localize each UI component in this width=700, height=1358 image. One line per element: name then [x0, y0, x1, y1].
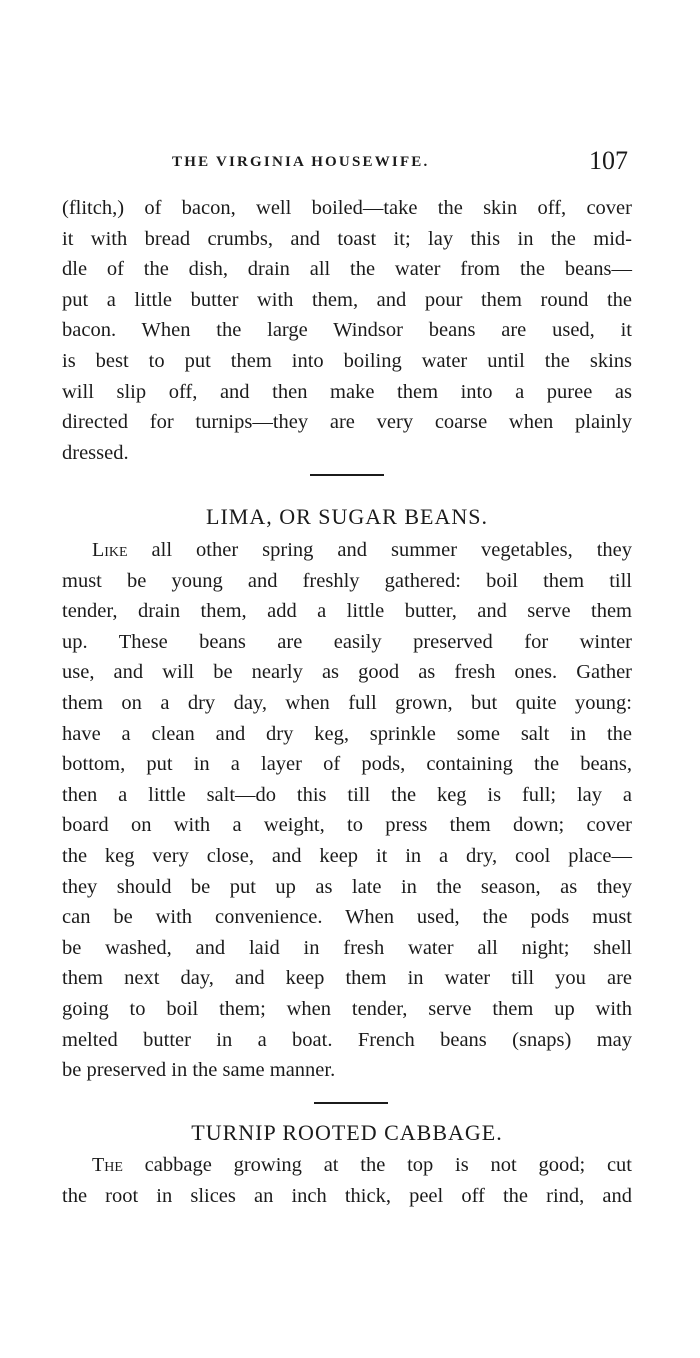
- text-line: them next day, and keep them in water till you are: [62, 967, 632, 990]
- text-line: can be with convenience. When used, the pods must: [62, 906, 632, 929]
- text-line: tender, drain them, add a little butter, and serve them: [62, 600, 632, 623]
- section-heading-turnip-cabbage: TURNIP ROOTED CABBAGE.: [191, 1120, 503, 1145]
- text-line: is best to put them into boiling water until the skins: [62, 349, 632, 372]
- text-line: directed for turnips—they are very coarse when plainly: [62, 411, 632, 434]
- text-line: be washed, and laid in fresh water all night; shell: [62, 936, 632, 959]
- text-line: board on with a weight, to press them down; cover: [62, 814, 632, 837]
- section-divider: [314, 1102, 388, 1104]
- section-heading-lima-beans: LIMA, OR SUGAR BEANS.: [206, 504, 488, 529]
- text-line: [62, 1150, 632, 1181]
- lima-beans-paragraph: [62, 535, 632, 1086]
- continued-paragraph: [62, 193, 632, 468]
- lead-word: The: [92, 1154, 123, 1176]
- text-line: must be young and freshly gathered: boil them till: [62, 569, 632, 592]
- lead-word: Like: [92, 539, 128, 561]
- text-line: the keg very close, and keep it in a dry, cool place—: [62, 844, 632, 867]
- text-line: dle of the dish, drain all the water from the beans—: [62, 258, 632, 281]
- turnip-cabbage-paragraph: [62, 1150, 632, 1211]
- text-line: dressed.: [62, 441, 129, 464]
- text-line: they should be put up as late in the season, as they: [62, 875, 632, 898]
- text-line: going to boil them; when tender, serve them up with: [62, 997, 632, 1020]
- text-line: melted butter in a boat. French beans (snaps) may: [62, 1028, 632, 1051]
- text-line: them on a dry day, when full grown, but quite young:: [62, 691, 632, 714]
- text-line: (flitch,) of bacon, well boiled—take the skin off, cover: [62, 197, 632, 219]
- text-line: bottom, put in a layer of pods, containing the beans,: [62, 753, 632, 776]
- running-head: [62, 146, 630, 184]
- text-line: have a clean and dry keg, sprinkle some salt in the: [62, 722, 632, 745]
- text-line: be preserved in the same manner.: [62, 1059, 336, 1082]
- text-line: [62, 535, 632, 566]
- text-line: will slip off, and then make them into a puree as: [62, 380, 632, 403]
- text-line: it with bread crumbs, and toast it; lay this in the mid-: [62, 227, 632, 250]
- running-title: THE VIRGINIA HOUSEWIFE.: [172, 154, 430, 170]
- section-divider: [310, 474, 384, 476]
- text-line: put a little butter with them, and pour them round the: [62, 288, 632, 311]
- first-line-text: cabbage growing at the top is not good; cut: [122, 1154, 632, 1176]
- text-line: the root in slices an inch thick, peel off the rind, and: [62, 1184, 632, 1207]
- page-number: 107: [589, 146, 628, 175]
- text-line: use, and will be nearly as good as fresh ones. Gather: [62, 661, 632, 684]
- text-line: up. These beans are easily preserved for winter: [62, 630, 632, 653]
- text-line: bacon. When the large Windsor beans are used, it: [62, 319, 632, 342]
- text-line: then a little salt—do this till the keg is full; lay a: [62, 783, 632, 806]
- first-line-text: all other spring and summer vegetables, they: [127, 539, 632, 561]
